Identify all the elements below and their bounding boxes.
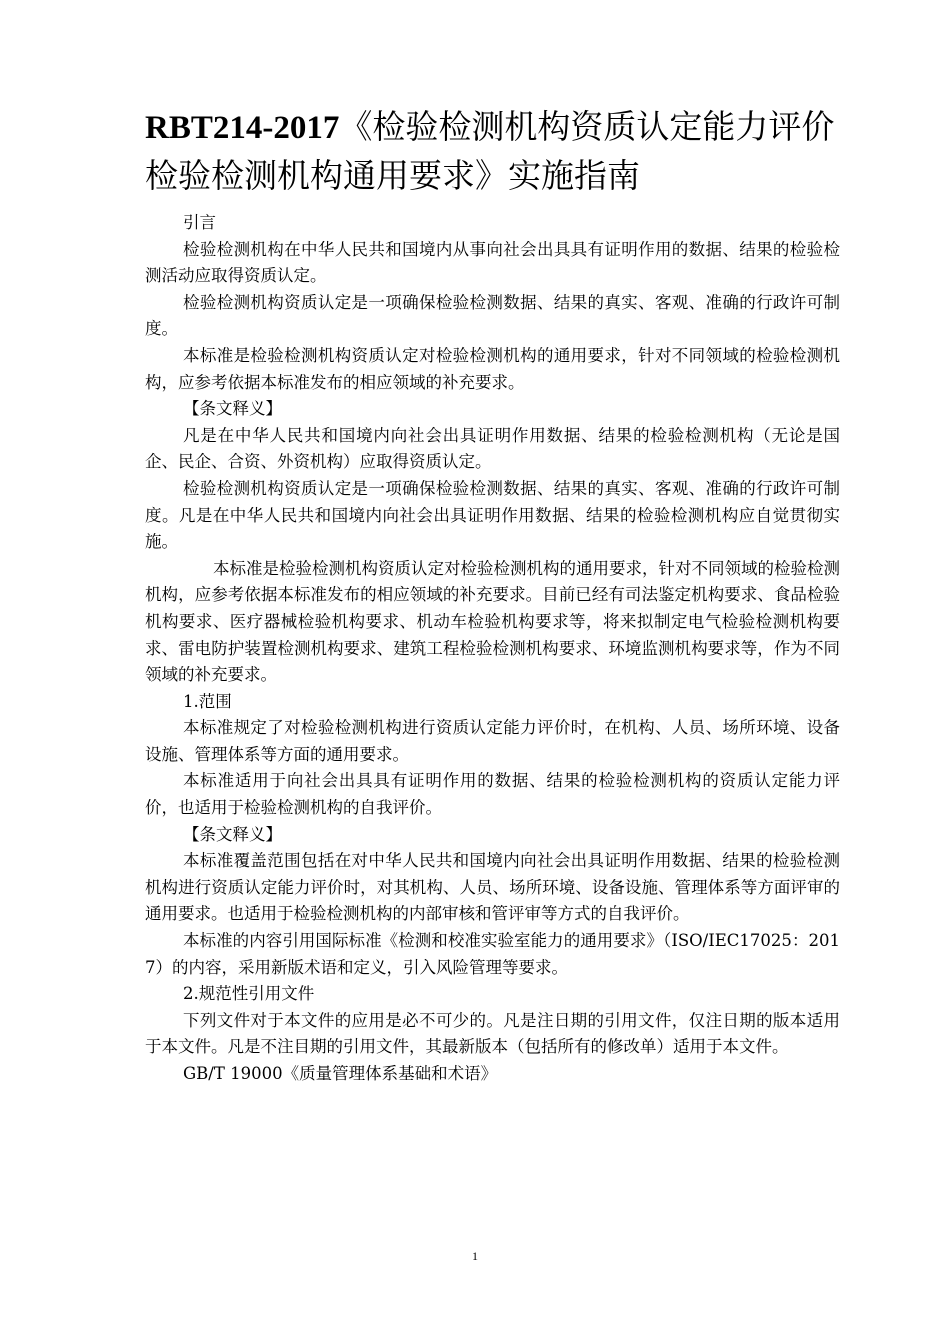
heading-scope: 1.范围	[183, 691, 232, 711]
title-text: 《检验检测机构资质认定能力评价 检验检测机构通用要求》实施指南	[145, 107, 835, 195]
heading-introduction: 引言	[183, 213, 216, 232]
paragraph: 检验检测机构在中华人民共和国境内从事向社会出具具有证明作用的数据、结果的检验检测活动应取得资质认定。	[145, 239, 840, 286]
page-number: 1	[472, 1249, 478, 1263]
paragraph: 本标准是检验检测机构资质认定对检验检测机构的通用要求，针对不同领域的检验检测机构，应参考依据本标准发布的相应领域的补充要求。	[145, 345, 840, 392]
paragraph: 检验检测机构资质认定是一项确保检验检测数据、结果的真实、客观、准确的行政许可制度。凡是在中华人民共和国境内向社会出具证明作用数据、结果的检验检测机构应自觉贯彻实施。	[145, 478, 840, 552]
heading-clause-interpretation: 【条文释义】	[183, 824, 282, 844]
document-body	[145, 210, 840, 1088]
paragraph: 下列文件对于本文件的应用是必不可少的。凡是注日期的引用文件，仅注日期的版本适用于本文件。凡是不注目期的引用文件，其最新版本（包括所有的修改单）适用于本文件。	[145, 1010, 840, 1057]
paragraph: 凡是在中华人民共和国境内向社会出具证明作用数据、结果的检验检测机构（无论是国企、民企、合资、外资机构）应取得资质认定。	[145, 425, 840, 472]
paragraph: 检验检测机构资质认定是一项确保检验检测数据、结果的真实、客观、准确的行政许可制度。	[145, 292, 840, 339]
paragraph: 本标准的内容引用国际标准《检测和校准实验室能力的通用要求》（ISO/IEC17025：2017）的内容，采用新版术语和定义，引入风险管理等要求。	[145, 931, 840, 977]
title-code: RBT214-2017	[145, 110, 340, 146]
paragraph: 本标准适用于向社会出具具有证明作用的数据、结果的检验检测机构的资质认定能力评价，也适用于检验检测机构的自我评价。	[145, 771, 840, 818]
heading-clause-interpretation: 【条文释义】	[183, 399, 282, 419]
document-title	[145, 103, 845, 200]
heading-normative-references: 2.规范性引用文件	[183, 984, 315, 1004]
reference-item: GB/T 19000《质量管理体系基础和术语》	[183, 1064, 498, 1083]
paragraph: 本标准是检验检测机构资质认定对检验检测机构的通用要求，针对不同领域的检验检测机构，应参考依据本标准发布的相应领域的补充要求。目前已经有司法鉴定机构要求、食品检验机构要求、医疗器械检验机构要求、机动车检验机构要求等，将来拟制定电气检验检测机构要求、雷电防护装置检测机构要求、建筑工程检验检测机构要求、环境监测机构要求等，作为不同领域的补充要求。	[145, 558, 840, 685]
paragraph: 本标准规定了对检验检测机构进行资质认定能力评价时，在机构、人员、场所环境、设备设施、管理体系等方面的通用要求。	[145, 718, 840, 764]
paragraph: 本标准覆盖范围包括在对中华人民共和国境内向社会出具证明作用数据、结果的检验检测机构进行资质认定能力评价时，对其机构、人员、场所环境、设备设施、管理体系等方面评审的通用要求。也适用于检验检测机构的内部审核和管评审等方式的自我评价。	[145, 851, 840, 924]
